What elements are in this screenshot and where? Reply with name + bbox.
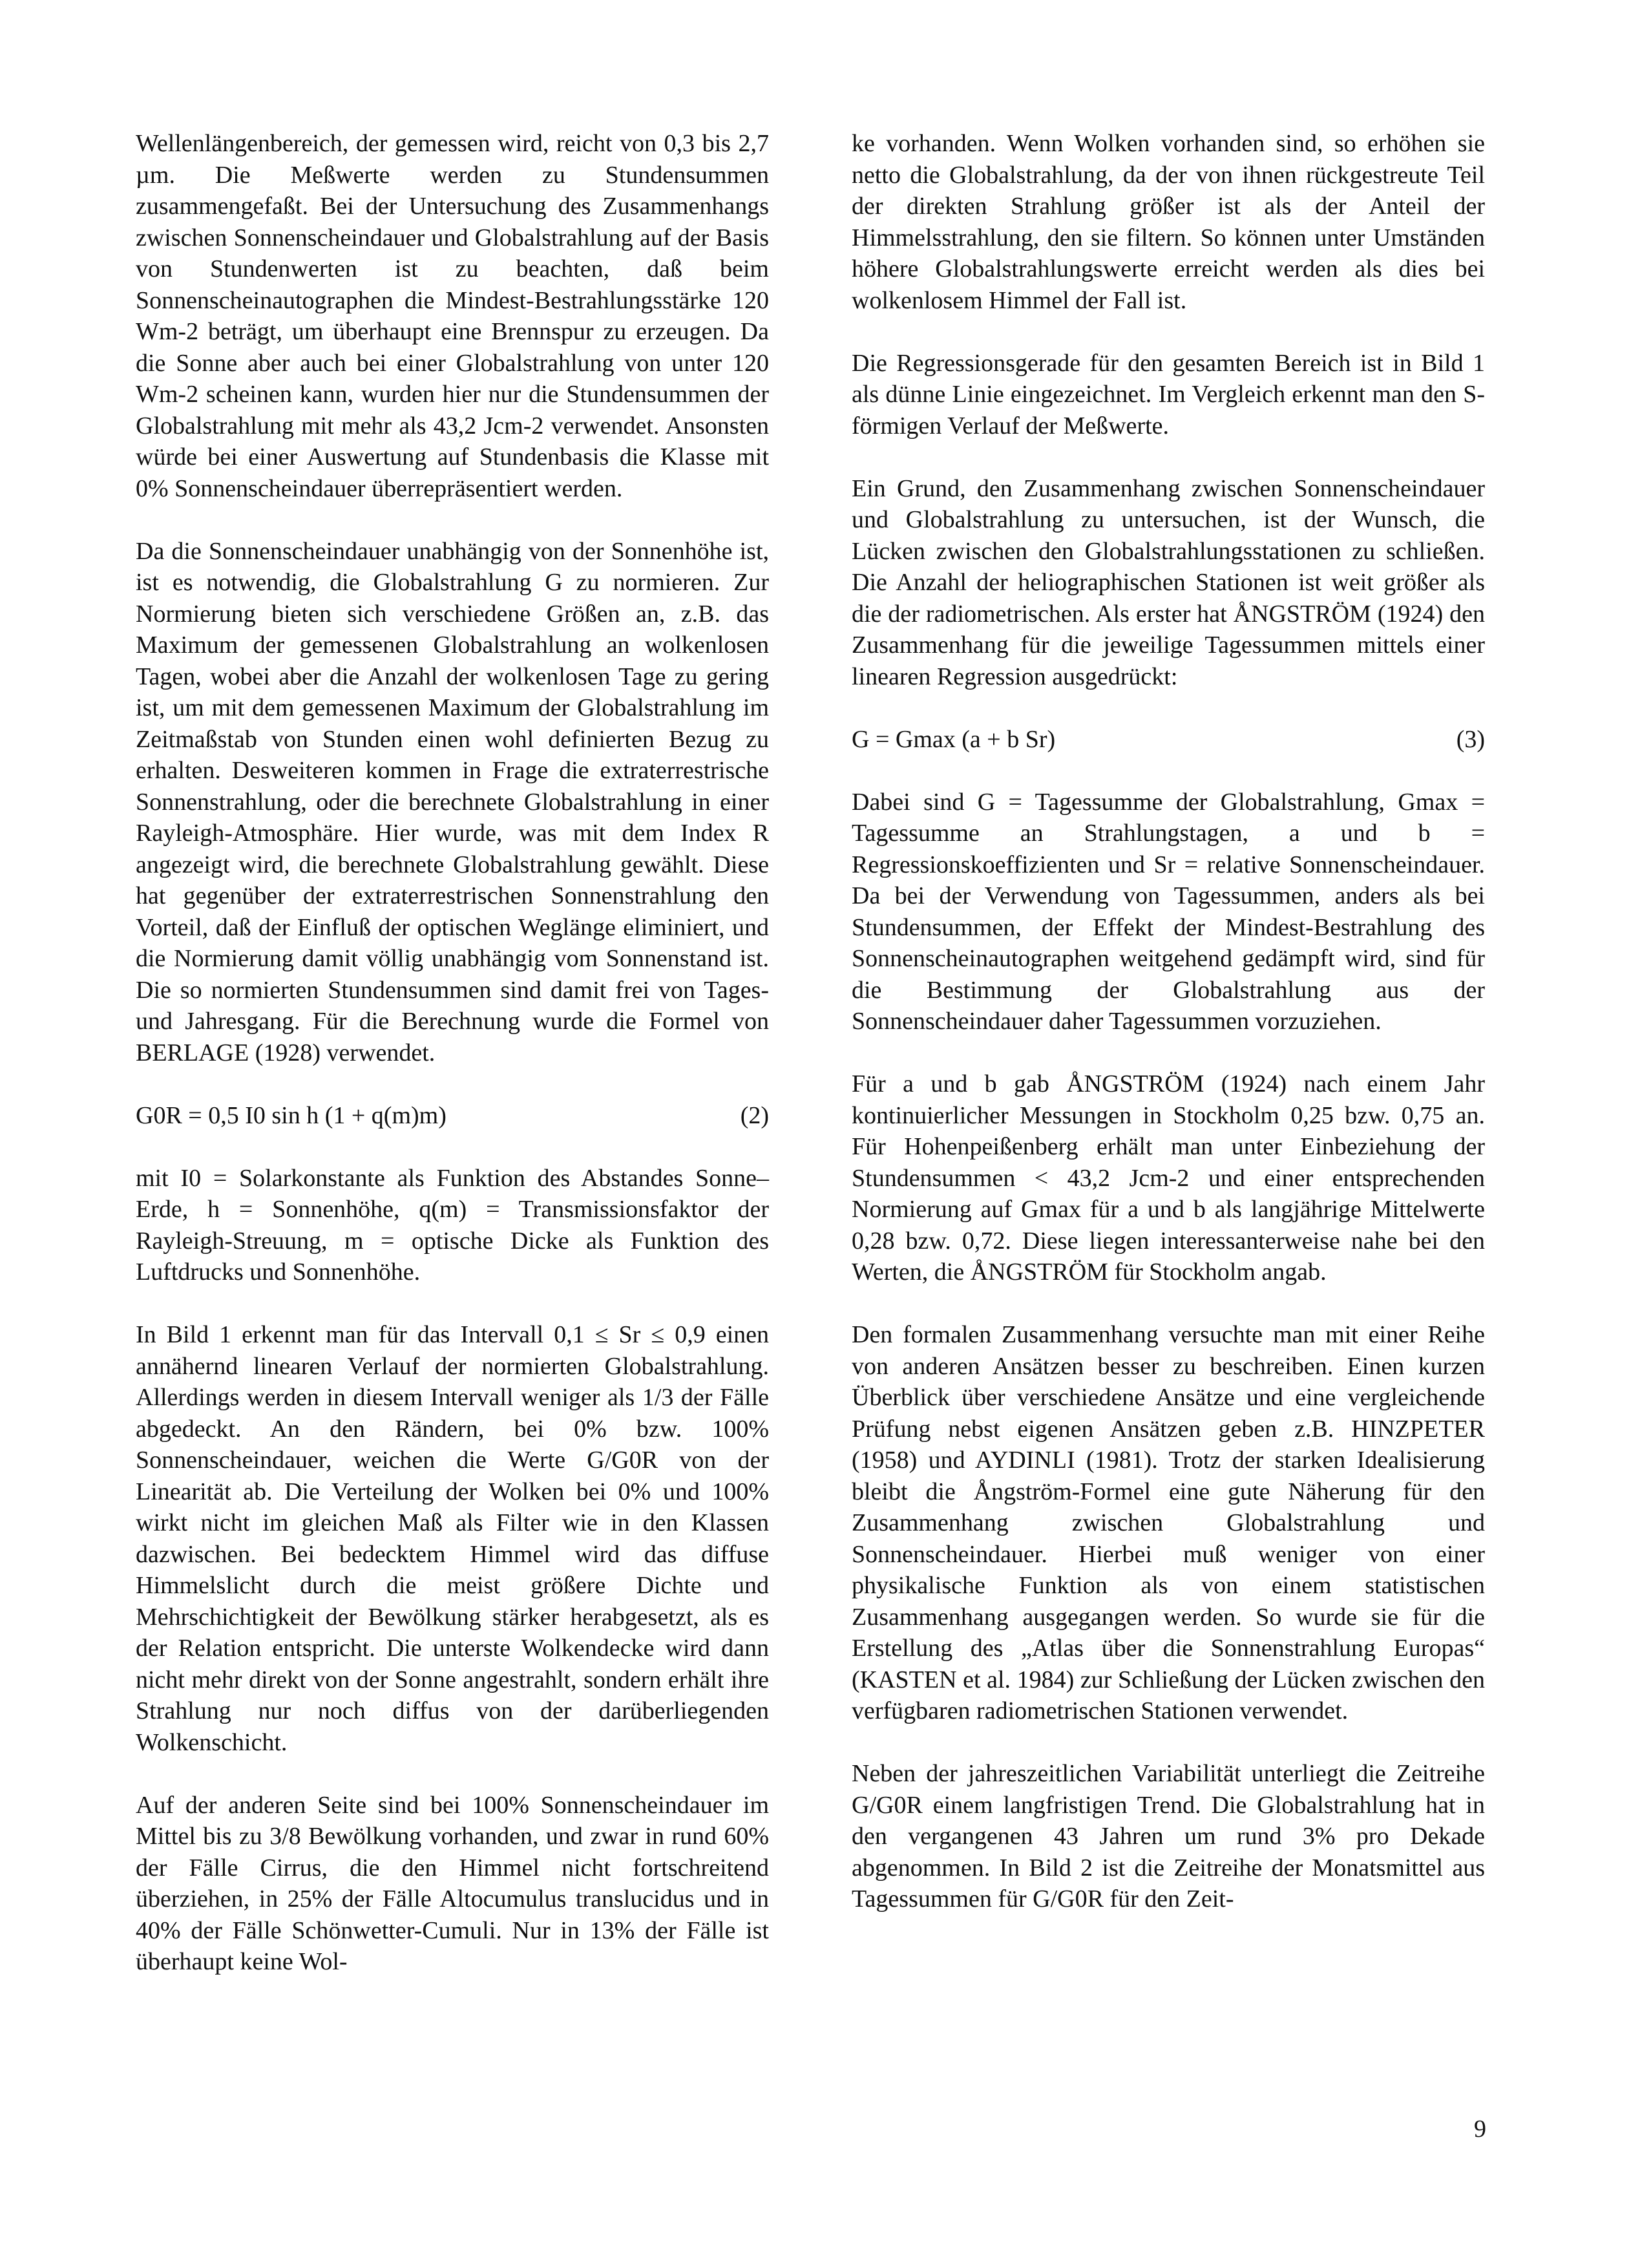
formula-expression: G = Gmax (a + b Sr) — [852, 725, 1056, 753]
paragraph: Den formalen Zusammenhang versuchte man mit einer Reihe von anderen Ansätzen besser zu beschreiben. Einen kurzen Überblick über verschiedene Ansätze und eine vergleichende Prüfung nebst eigenen Ansätzen geben z.B. HINZPETER (1958) und AYDINLI (1981). Trotz der starken Idealisierung bleibt die Ångström-Formel eine gute Näherung für den Zusammenhang zwischen Globalstrahlung und Sonnenscheindauer. Hierbei muß weniger von einer physikalische Funktion als von einem statistischen Zusammenhang ausgegangen werden. So wurde sie für die Erstellung des „Atlas über die Sonnenstrahlung Europas“ (KASTEN et al. 1984) zur Schließung der Lücken zwischen den verfügbaren radiometrischen Stationen verwendet. — [852, 1321, 1485, 1724]
paragraph: In Bild 1 erkennt man für das Intervall 0,1 ≤ Sr ≤ 0,9 einen annähernd linearen Verlauf der normierten Globalstrahlung. Allerdings werden in diesem Intervall weniger als 1/3 der Fälle abgedeckt. An den Rändern, bei 0% bzw. 100% Sonnenscheindauer, weichen die Werte G/G0R von der Linearität ab. Die Verteilung der Wolken bei 0% und 100% wirkt nicht im gleichen Maß als Filter wie in den Klassen dazwischen. Bei bedecktem Himmel wird das diffuse Himmelslicht durch die meist größere Dichte und Mehrschichtigkeit der Bewölkung stärker herabgesetzt, als es der Relation entspricht. Die unterste Wolkendecke wird dann nicht mehr direkt von der Sonne angestrahlt, sondern erhält ihre Strahlung nur noch diffus von der darüberliegenden Wolkenschicht. — [136, 1321, 769, 1756]
formula-number: (3) — [1456, 725, 1485, 753]
page-number: 9 — [1474, 2115, 1486, 2143]
paragraph: Für a und b gab ÅNGSTRÖM (1924) nach einem Jahr kontinuierlicher Messungen in Stockholm 0,25 bzw. 0,75 an. Für Hohenpeißenberg erhält man unter Einbeziehung der Stundensummen < 43,2 Jcm-2 und einer entsprechenden Normierung auf Gmax für a und b als langjährige Mittelwerte 0,28 bzw. 0,72. Diese liegen interessanterweise nahe bei den Werten, die ÅNGSTRÖM für Stockholm angab. — [852, 1070, 1485, 1286]
paragraph: Ein Grund, den Zusammenhang zwischen Sonnenscheindauer und Globalstrahlung zu untersuchen, ist der Wunsch, die Lücken zwischen den Globalstrahlungsstationen zu schließen. Die Anzahl der heliographischen Stationen ist weit größer als die der radiometrischen. Als erster hat ÅNGSTRÖM (1924) den Zusammenhang für die jeweilige Tagessummen mittels einer linearen Regression ausgedrückt: — [852, 474, 1485, 690]
paragraph: mit I0 = Solarkonstante als Funktion des Abstandes Sonne–Erde, h = Sonnenhöhe, q(m) = Transmissionsfaktor der Rayleigh-Streuung, m = optische Dicke als Funktion des Luftdrucks und Sonnenhöhe. — [136, 1164, 769, 1286]
paragraph: Wellenlängenbereich, der gemessen wird, reicht von 0,3 bis 2,7 µm. Die Meßwerte werden zu Stundensummen zusammengefaßt. Bei der Untersuchung des Zusammenhangs zwischen Sonnenscheindauer und Globalstrahlung auf der Basis von Stundenwerten ist zu beachten, daß beim Sonnenscheinautographen die Mindest-Bestrahlungsstärke 120 Wm-2 beträgt, um überhaupt eine Brennspur zu erzeugen. Da die Sonne aber auch bei einer Globalstrahlung von unter 120 Wm-2 scheinen kann, wurden hier nur die Stundensummen der Globalstrahlung mit mehr als 43,2 Jcm-2 verwendet. Ansonsten würde bei einer Auswertung auf Stundenbasis die Klasse mit 0% Sonnenscheindauer überrepräsentiert werden. — [136, 130, 769, 502]
formula-2 — [136, 1100, 769, 1132]
paragraph: Neben der jahreszeitlichen Variabilität unterliegt die Zeitreihe G/G0R einem langfristigen Trend. Die Globalstrahlung hat in den vergangenen 43 Jahren um rund 3% pro Dekade abgenommen. In Bild 2 ist die Zeitreihe der Monatsmittel aus Tagessummen für G/G0R für den Zeit- — [852, 1760, 1485, 1913]
paragraph: Auf der anderen Seite sind bei 100% Sonnenscheindauer im Mittel bis zu 3/8 Bewölkung vorhanden, und zwar in rund 60% der Fälle Cirrus, die den Himmel nicht fortschreitend überziehen, in 25% der Fälle Altocumulus translucidus und in 40% der Fälle Schönwetter-Cumuli. Nur in 13% der Fälle ist überhaupt keine Wol- — [136, 1791, 769, 1975]
paragraph: ke vorhanden. Wenn Wolken vorhanden sind, so erhöhen sie netto die Globalstrahlung, da der von ihnen rückgestreute Teil der direkten Strahlung größer ist als der Anteil der Himmelsstrahlung, den sie filtern. So können unter Umständen höhere Globalstrahlungswerte erreicht werden als dies bei wolkenlosem Himmel der Fall ist. — [852, 130, 1485, 314]
formula-3 — [852, 724, 1485, 756]
right-column — [852, 128, 1485, 1946]
paragraph: Die Regressionsgerade für den gesamten Bereich ist in Bild 1 als dünne Linie eingezeichnet. Im Vergleich erkennt man den S-förmigen Verlauf der Meßwerte. — [852, 349, 1485, 440]
paragraph: Dabei sind G = Tagessumme der Globalstrahlung, Gmax = Tagessumme an Strahlungstagen, a und b = Regressionskoeffizienten und Sr = relative Sonnenscheindauer. Da bei der Verwendung von Tagessummen, anders als bei Stundensummen, der Effekt der Mindest-Bestrahlung des Sonnenscheinautographen weitgehend gedämpft wird, sind für die Bestimmung der Globalstrahlung aus der Sonnenscheindauer daher Tagessummen vorzuziehen. — [852, 788, 1485, 1035]
formula-expression: G0R = 0,5 I0 sin h (1 + q(m)m) — [136, 1101, 447, 1129]
paragraph: Da die Sonnenscheindauer unabhängig von der Sonnenhöhe ist, ist es notwendig, die Globalstrahlung G zu normieren. Zur Normierung bieten sich verschiedene Größen an, z.B. das Maximum der gemessenen Globalstrahlung an wolkenlosen Tagen, wobei aber die Anzahl der wolkenlosen Tage zu gering ist, um mit dem gemessenen Maximum der Globalstrahlung im Zeitmaßstab von Stunden einen wohl definierten Bezug zu erhalten. Desweiteren kommen in Frage die extraterrestrische Sonnenstrahlung, oder die berechnete Globalstrahlung in einer Rayleigh-Atmosphäre. Hier wurde, was mit dem Index R angezeigt wird, die berechnete Globalstrahlung gewählt. Diese hat gegenüber der extraterrestrischen Sonnenstrahlung den Vorteil, daß der Einfluß der optischen Weglänge eliminiert, und die Normierung damit völlig unabhängig vom Sonnenstand ist. Die so normierten Stundensummen sind damit frei von Tages- und Jahresgang. Für die Berechnung wurde die Formel von BERLAGE (1928) verwendet. — [136, 537, 769, 1066]
left-column — [136, 128, 769, 2009]
formula-number: (2) — [740, 1101, 769, 1129]
